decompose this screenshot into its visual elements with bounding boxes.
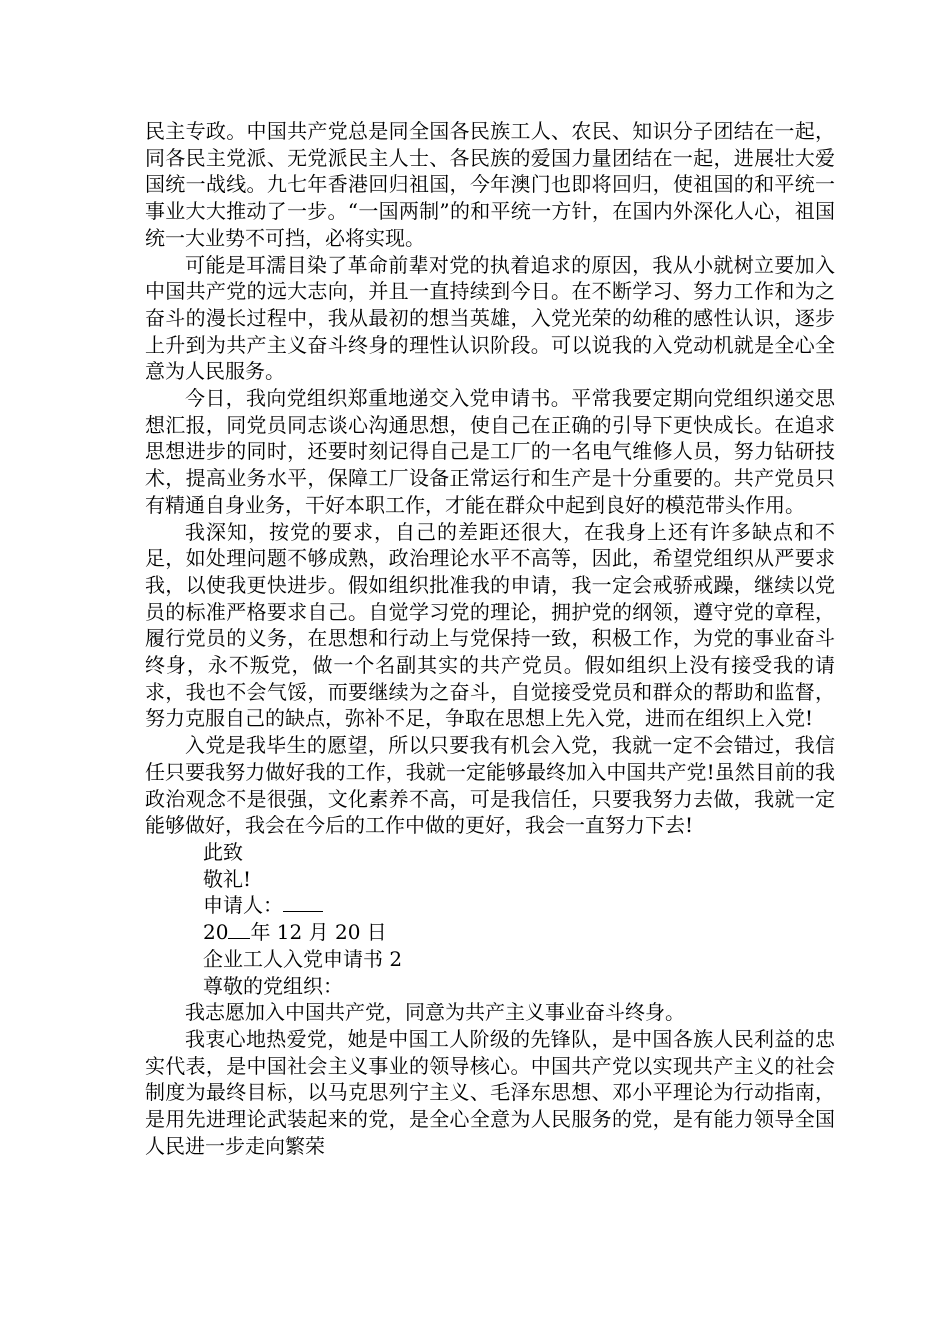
applicant-line [145, 892, 835, 919]
paragraph-motivation: 可能是耳濡目染了革命前辈对党的执着追求的原因，我从小就树立要加入中国共产党的远大志向，并且一直持续到今日。在不断学习、努力工作和为之奋斗的漫长过程中，我从最初的想当英雄，入党光荣的幼稚的感性认识，逐步上升到为共产主义奋斗终身的理性认识阶段。可以说我的入党动机就是全心全意为人民服务。 [145, 252, 835, 384]
closing-respect: 敬礼! [203, 866, 252, 891]
paragraph-application: 今日，我向党组织郑重地递交入党申请书。平常我要定期向党组织递交思想汇报，同党员同志谈心沟通思想，使自己在正确的引导下更快成长。在追求思想进步的同时，还要时刻记得自己是工厂的一名电气维修人员，努力钻研技术，提高业务水平，保障工厂设备正常运行和生产是十分重要的。共产党员只有精通自身业务，干好本职工作，才能在群众中起到良好的模范带头作用。 [145, 386, 835, 517]
salutation: 尊敬的党组织： [203, 973, 343, 998]
applicant-blank [283, 893, 323, 912]
date-blank [228, 920, 250, 939]
closing-salutation: 此致 [203, 839, 243, 864]
paragraph-shortcomings: 我深知，按党的要求，自己的差距还很大，在我身上还有许多缺点和不足，如处理问题不够成熟，政治理论水平不高等，因此，希望党组织从严要求我，以使我更快进步。假如组织批准我的申请，我一定会戒骄戒躁，继续以党员的标准严格要求自己。自觉学习党的理论，拥护党的纲领，遵守党的章程，履行党员的义务，在思想和行动上与党保持一致，积极工作，为党的事业奋斗终身，永不叛党，做一个名副其实的共产党员。假如组织上没有接受我的请求，我也不会气馁，而要继续为之奋斗，自觉接受党员和群众的帮助和监督，努力克服自己的缺点，弥补不足，争取在思想上先入党，进而在组织上入党! [145, 519, 835, 731]
date-prefix: 20 [203, 920, 229, 945]
date-suffix: 年 12 月 20 日 [250, 920, 387, 945]
paragraph-pledge: 我志愿加入中国共产党，同意为共产主义事业奋斗终身。 [185, 1000, 685, 1025]
paragraph-aspiration: 入党是我毕生的愿望，所以只要我有机会入党，我就一定不会错过，我信任只要我努力做好我的工作，我就一定能够最终加入中国共产党!虽然目前的我政治观念不是很强，文化素养不高，可是我信任，只要我努力去做，我就一定能够做好，我会在今后的工作中做的更好，我会一直努力下去! [145, 733, 835, 838]
date-line [145, 919, 835, 946]
applicant-label: 申请人： [203, 893, 283, 918]
document-body [145, 118, 835, 1159]
paragraph-continuation: 民主专政。中国共产党总是同全国各民族工人、农民、知识分子团结在一起，同各民主党派、无党派民主人士、各民族的爱国力量团结在一起，进展壮大爱国统一战线。九七年香港回归祖国，今年澳门也即将回归，使祖国的和平统一事业大大推动了一步。“一国两制”的和平统一方针，在国内外深化人心，祖国统一大业势不可挡，必将实现。 [145, 119, 835, 250]
section-title: 企业工人入党申请书 2 [203, 946, 403, 971]
paragraph-love-party: 我衷心地热爱党，她是中国工人阶级的先锋队，是中国各族人民利益的忠实代表，是中国社会主义事业的领导核心。中国共产党以实现共产主义的社会制度为最终目标，以马克思列宁主义、毛泽东思想、邓小平理论为行动指南，是用先进理论武装起来的党，是全心全意为人民服务的党，是有能力领导全国人民进一步走向繁荣 [145, 1026, 835, 1158]
